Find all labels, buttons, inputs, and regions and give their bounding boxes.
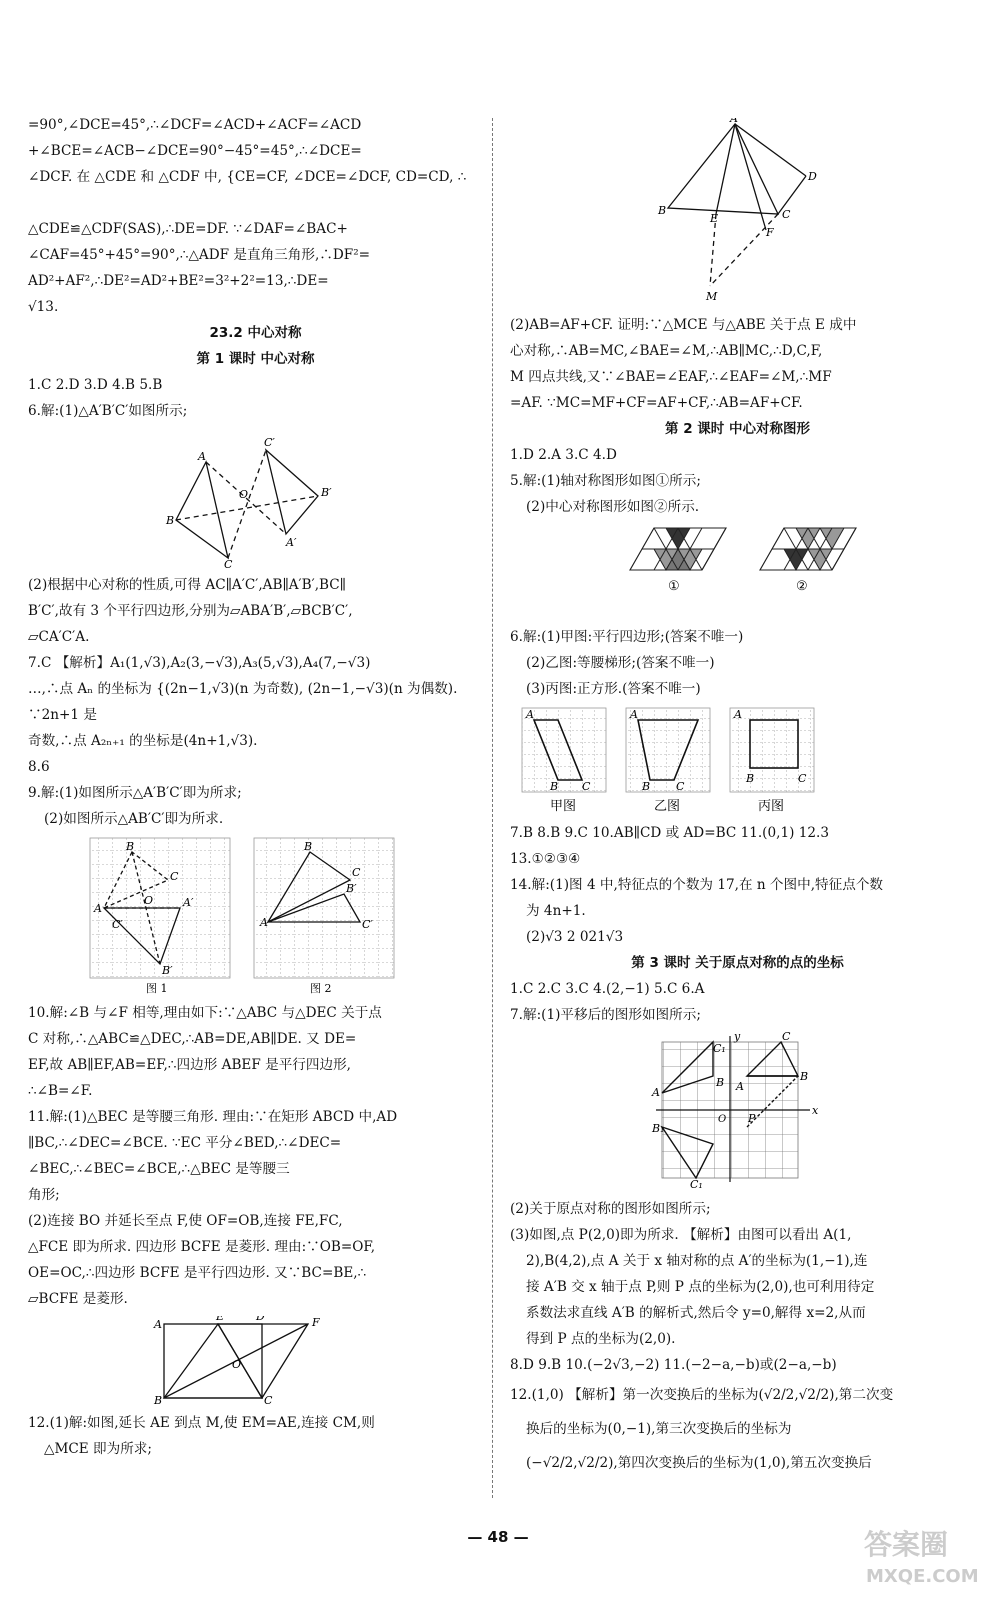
lesson-title: 第 3 课时 关于原点对称的点的坐标 bbox=[631, 955, 844, 971]
text-line: (−√2/2,√2/2),第四次变换后的坐标为(1,0),第五次变换后 bbox=[526, 1455, 872, 1471]
text-line: C 对称,∴△ABC≌△DEC,∴AB=DE,AB∥DE. 又 DE= bbox=[28, 1031, 357, 1047]
text-line: …,∴点 Aₙ 的坐标为 {(2n−1,√3)(n 为奇数), (2n−1,−√3)(n 为偶数). ∵2n+1 是 bbox=[28, 681, 458, 723]
text-line: △FCE 即为所求. 四边形 BCFE 是菱形. 理由:∵OB=OF, bbox=[28, 1239, 376, 1255]
svg-text:O: O bbox=[144, 894, 154, 907]
text-line: 心对称,∴AB=MC,∠BAE=∠M,∴AB∥MC,∴D,C,F, bbox=[510, 343, 823, 359]
svg-text:②: ② bbox=[796, 579, 808, 594]
text-line: ∠BEC,∴∠BEC=∠BCE,∴△BEC 是等腰三 bbox=[28, 1161, 290, 1177]
text-line: (2)AB=AF+CF. 证明:∵△MCE 与△ABE 关于点 E 成中 bbox=[510, 317, 857, 333]
svg-text:A: A bbox=[154, 1318, 162, 1331]
svg-text:C: C bbox=[782, 208, 791, 221]
svg-text:M: M bbox=[706, 290, 718, 303]
svg-text:C: C bbox=[170, 870, 179, 883]
svg-text:B: B bbox=[746, 772, 755, 785]
right-column bbox=[510, 118, 965, 1480]
svg-text:B: B bbox=[126, 840, 135, 853]
svg-text:F: F bbox=[312, 1316, 320, 1329]
text-line: 14.解:(1)图 4 中,特征点的个数为 17,在 n 个图中,特征点个数 bbox=[510, 877, 884, 893]
figure-coordinate-grid bbox=[510, 1032, 965, 1192]
text-line: =AF. ∵MC=MF+CF=AF+CF,∴AB=AF+CF. bbox=[510, 395, 803, 411]
text-line: OE=OC,∴四边形 BCFE 是平行四边形. 又∵BC=BE,∴ bbox=[28, 1265, 367, 1281]
svg-text:图 2: 图 2 bbox=[310, 982, 332, 995]
svg-text:E: E bbox=[216, 1316, 225, 1323]
svg-text:A′: A′ bbox=[286, 536, 297, 549]
text-line: 接 A′B 交 x 轴于点 P,则 P 点的坐标为(2,0),也可利用待定 bbox=[526, 1279, 875, 1295]
text-line: △CDE≌△CDF(SAS),∴DE=DF. ∵∠DAF=∠BAC+ bbox=[28, 221, 348, 237]
svg-text:C′: C′ bbox=[362, 918, 373, 931]
text-line: B′C′,故有 3 个平行四边形,分别为▱ABA′B′,▱BCB′C′, bbox=[28, 603, 353, 619]
svg-text:C: C bbox=[352, 866, 361, 879]
svg-text:E: E bbox=[710, 212, 719, 225]
text-line: (3)如图,点 P(2,0)即为所求. 【解析】由图可以看出 A(1, bbox=[510, 1227, 852, 1243]
text-line: 系数法求直线 A′B 的解析式,然后令 y=0,解得 x=2,从而 bbox=[526, 1305, 866, 1321]
text-line: (2)如图所示△AB′C′即为所求. bbox=[44, 811, 224, 827]
text-line: ∠DCF. 在 △CDE 和 △CDF 中, {CE=CF, ∠DCE=∠DCF, CD=CD, ∴ bbox=[28, 169, 467, 185]
svg-text:B: B bbox=[154, 1394, 163, 1406]
svg-text:C₁: C₁ bbox=[713, 1042, 726, 1055]
text-line: (3)丙图:正方形.(答案不唯一) bbox=[526, 681, 701, 697]
svg-text:图 1: 图 1 bbox=[146, 982, 168, 995]
text-line: △MCE 即为所求; bbox=[44, 1441, 152, 1457]
text-line: 7.解:(1)平移后的图形如图所示; bbox=[510, 1007, 701, 1023]
svg-text:D: D bbox=[256, 1316, 265, 1323]
text-line: (2)连接 BO 并延长至点 F,使 OF=OB,连接 FE,FC, bbox=[28, 1213, 343, 1229]
svg-text:y: y bbox=[734, 1032, 741, 1043]
svg-text:F: F bbox=[766, 226, 774, 239]
svg-text:B: B bbox=[550, 780, 559, 793]
text-line: 奇数,∴点 A₂ₙ₊₁ 的坐标是(4n+1,√3). bbox=[28, 733, 258, 749]
text-line: 换后的坐标为(0,−1),第三次变换后的坐标为 bbox=[526, 1421, 792, 1437]
svg-text:C: C bbox=[782, 1032, 791, 1043]
lesson-title: 第 2 课时 中心对称图形 bbox=[665, 421, 810, 437]
answer-line: 8.D 9.B 10.(−2√3,−2) 11.(−2−a,−b)或(2−a,−b) bbox=[510, 1357, 837, 1373]
text-line: (2)根据中心对称的性质,可得 AC∥A′C′,AB∥A′B′,BC∥ bbox=[28, 577, 346, 593]
svg-text:C: C bbox=[264, 1394, 273, 1406]
svg-text:MXQE.COM: MXQE.COM bbox=[866, 1566, 979, 1587]
svg-text:C′: C′ bbox=[264, 436, 275, 449]
answer-line: 13.①②③④ bbox=[510, 851, 581, 867]
answer-line: 1.C 2.C 3.C 4.(2,−1) 5.C 6.A bbox=[510, 981, 705, 997]
text-line: +∠BCE=∠ACB−∠DCE=90°−45°=45°,∴∠DCE= bbox=[28, 143, 362, 159]
svg-text:A: A bbox=[652, 1086, 660, 1099]
text-line: √13. bbox=[28, 299, 59, 315]
text-line: M 四点共线,又∵∠BAE=∠EAF,∴∠EAF=∠M,∴MF bbox=[510, 369, 832, 385]
svg-text:B: B bbox=[642, 780, 651, 793]
svg-text:A: A bbox=[630, 708, 638, 721]
text-line: EF,故 AB∥EF,AB=EF,∴四边形 ABEF 是平行四边形, bbox=[28, 1057, 351, 1073]
svg-text:A: A bbox=[94, 902, 102, 915]
answer-line: 1.C 2.D 3.D 4.B 5.B bbox=[28, 377, 163, 393]
svg-text:①: ① bbox=[668, 579, 680, 594]
svg-text:B: B bbox=[304, 840, 313, 853]
svg-text:x: x bbox=[812, 1104, 819, 1117]
svg-text:乙图: 乙图 bbox=[654, 799, 681, 814]
svg-text:O: O bbox=[232, 1358, 242, 1371]
svg-text:答案圈: 答案圈 bbox=[864, 1528, 949, 1561]
text-line: 6.解:(1)甲图:平行四边形;(答案不唯一) bbox=[510, 629, 744, 645]
text-line: ∴∠B=∠F. bbox=[28, 1083, 93, 1099]
text-line: (2)关于原点对称的图形如图所示; bbox=[510, 1201, 711, 1217]
svg-text:A: A bbox=[198, 450, 206, 463]
answer-line: 7.B 8.B 9.C 10.AB∥CD 或 AD=BC 11.(0,1) 12.3 bbox=[510, 825, 829, 841]
text-line: 7.C 【解析】A₁(1,√3),A₂(3,−√3),A₃(5,√3),A₄(7,−√3) bbox=[28, 655, 371, 671]
lesson-title: 第 1 课时 中心对称 bbox=[196, 351, 315, 367]
svg-text:A: A bbox=[736, 1080, 744, 1093]
svg-text:B: B bbox=[800, 1070, 809, 1083]
svg-text:C: C bbox=[676, 780, 685, 793]
svg-text:O: O bbox=[239, 488, 249, 501]
svg-text:B′: B′ bbox=[321, 486, 332, 499]
figure-three-grids bbox=[510, 706, 965, 816]
text-line: ▱CA′C′A. bbox=[28, 629, 90, 645]
text-line: 12.(1)解:如图,延长 AE 到点 M,使 EM=AE,连接 CM,则 bbox=[28, 1415, 375, 1431]
text-line: (2)√3 2 021√3 bbox=[526, 929, 624, 945]
text-line: ∥BC,∴∠DEC=∠BCE. ∵EC 平分∠BED,∴∠DEC= bbox=[28, 1135, 342, 1151]
text-line: 角形; bbox=[28, 1187, 60, 1203]
answer-line: 6.解:(1)△A′B′C′如图所示; bbox=[28, 403, 188, 419]
svg-text:A′: A′ bbox=[183, 896, 194, 909]
svg-text:B′: B′ bbox=[346, 882, 357, 895]
svg-text:甲图: 甲图 bbox=[550, 799, 577, 814]
svg-text:C: C bbox=[582, 780, 591, 793]
page-number: — 48 — bbox=[467, 1528, 529, 1546]
answer-line: 1.D 2.A 3.C 4.D bbox=[510, 447, 617, 463]
svg-text:B: B bbox=[658, 204, 667, 217]
figure-triangle-grids bbox=[510, 524, 965, 620]
text-line: 为 4n+1. bbox=[526, 903, 586, 919]
svg-text:D: D bbox=[808, 170, 817, 183]
svg-text:C₁: C₁ bbox=[690, 1178, 703, 1191]
svg-text:A: A bbox=[734, 708, 742, 721]
figure-grids-1-2 bbox=[28, 836, 483, 996]
svg-text:C: C bbox=[224, 558, 233, 568]
svg-text:B′: B′ bbox=[162, 964, 173, 977]
svg-text:A: A bbox=[730, 118, 738, 125]
figure-triangle-extension bbox=[510, 118, 965, 308]
svg-text:B: B bbox=[166, 514, 175, 527]
svg-text:C: C bbox=[798, 772, 807, 785]
text-line: (2)乙图:等腰梯形;(答案不唯一) bbox=[526, 655, 715, 671]
svg-text:丙图: 丙图 bbox=[758, 799, 785, 814]
svg-text:B₁: B₁ bbox=[652, 1122, 665, 1135]
watermark-logo bbox=[856, 1520, 986, 1590]
svg-text:O: O bbox=[718, 1114, 727, 1125]
svg-text:P: P bbox=[748, 1112, 756, 1125]
figure-rhombus bbox=[28, 1316, 483, 1406]
column-divider bbox=[492, 118, 493, 1498]
text-line: 11.解:(1)△BEC 是等腰三角形. 理由:∵在矩形 ABCD 中,AD bbox=[28, 1109, 398, 1125]
text-line: 12.(1,0) 【解析】第一次变换后的坐标为(√2/2,√2/2),第二次变 bbox=[510, 1387, 894, 1403]
section-title: 23.2 中心对称 bbox=[209, 325, 302, 341]
text-line: AD²+AF²,∴DE²=AD²+BE²=3²+2²=13,∴DE= bbox=[28, 273, 329, 289]
text-line: (2)中心对称图形如图②所示. bbox=[526, 499, 700, 515]
text-line: =90°,∠DCE=45°,∴∠DCF=∠ACD+∠ACF=∠ACD bbox=[28, 117, 362, 133]
text-line: ∠CAF=45°+45°=90°,∴△ADF 是直角三角形,∴DF²= bbox=[28, 247, 371, 263]
text-line: 2),B(4,2),点 A 关于 x 轴对称的点 A′的坐标为(1,−1),连 bbox=[526, 1253, 868, 1269]
svg-text:A: A bbox=[260, 916, 268, 929]
text-line: 10.解:∠B 与∠F 相等,理由如下:∵△ABC 与△DEC 关于点 bbox=[28, 1005, 382, 1021]
answer-line: 8.6 bbox=[28, 759, 50, 775]
text-line: 得到 P 点的坐标为(2,0). bbox=[526, 1331, 676, 1347]
left-column bbox=[28, 112, 483, 1462]
text-line: ▱BCFE 是菱形. bbox=[28, 1291, 128, 1307]
figure-central-symmetry bbox=[28, 428, 483, 568]
svg-text:A: A bbox=[526, 708, 534, 721]
text-line: 5.解:(1)轴对称图形如图①所示; bbox=[510, 473, 701, 489]
svg-text:C′: C′ bbox=[112, 918, 123, 931]
svg-text:B: B bbox=[716, 1076, 725, 1089]
text-line: 9.解:(1)如图所示△A′B′C′即为所求; bbox=[28, 785, 242, 801]
